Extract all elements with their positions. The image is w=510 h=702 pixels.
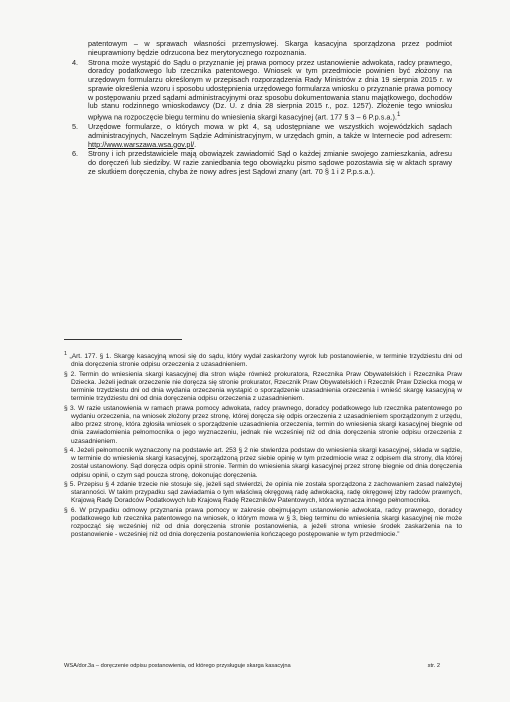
footnote-paragraph: § 3. W razie ustanowienia w ramach prawa pomocy adwokata, radcy prawnego, doradcy podatkowego lub rzecznika patentowego po wydaniu orzeczenia, na wniosek złożony przez stronę, której doręcza się odpis orzeczenia z uzasadnieniem sporządzonym z urzędu, albo przez stronę, która zgłosiła wniosek o sporządzenie uzasadnienia orzeczenia, termin do wniesienia skargi kasacyjnej biegnie od dnia zawiadomienia pełnomocnika o jego wyznaczeniu, jednak nie wcześniej niż od dnia doręczenia stronie odpisu orzeczenia z uzasadnieniem. [64,404,462,445]
list-number: 5. [72,122,79,132]
page-footer [64,663,462,669]
footnote-paragraph: $^1$ „Art. 177. § 1. Skargę kasacyjną wnosi się do sądu, który wydał zaskarżony wyrok lub postanowienie, w terminie trzydziestu dni od dnia doręczenia stronie odpisu orzeczenia z uzasadnieniem. [64,351,462,369]
footnote-paragraph: § 2. Termin do wniesienia skargi kasacyjnej dla stron wiąże również prokuratora, Rzecznika Praw Obywatelskich i Rzecznika Praw Dziecka. Jeżeli jednak orzeczenie nie doręcza się stronie prokurator, Rzecznik Praw Obywatelskich i Rzecznik Praw Dziecka mogą w terminie trzydziestu dni od dnia wydania orzeczenia wystąpić o sporządzenie uzasadnienia orzeczenia i wnieść skargę kasacyjną w terminie trzydziestu dni od dnia doręczenia odpisu orzeczenia z uzasadnieniem. [64,370,462,403]
list-item-4 [72,59,452,123]
list-number: 4. [72,57,79,67]
form-code: WSA/dor.3a – doręczenie odpisu postanowienia, od którego przysługuje skarga kasacyjna [64,663,291,669]
footnote-separator [64,339,182,340]
continuation-paragraph: patentowym – w sprawach własności przemysłowej. Skarga kasacyjna sporządzona przez podmiot nieuprawniony będzie odrzucona bez merytorycznego rozpoznania. [88,39,452,57]
list-item-6 [72,150,452,176]
list-text: Strona może wystąpić do Sądu o przyznanie jej prawa pomocy przez ustanowienie adwokata, radcy prawnego, doradcy podatkowego lub rzecznika patentowego. Wniosek w tym przedmiocie powinien być złożony na urzędowym formularzu określonym w przepisach rozporządzenia Rady Ministrów z dnia 19 sierpnia 2015 r. w sprawie określenia wzoru i sposobu udostępnienia urzędowego formularza wniosku o przyznanie prawa pomocy w postępowaniu przed sądami administracyjnymi oraz sposobu dokumentowania stanu majątkowego, dochodów lub stanu rodzinnego wnioskodawcy (Dz. U. z dnia 28 sierpnia 2015 r., poz. 1257). Złożenie tego wniosku wpływa na rozpoczęcie biegu terminu do wniesienia skargi kasacyjnej (art. 177 § 3 – 6 P.p.s.a.).$^1$ [88,57,452,122]
list-text: Urzędowe formularze, o których mowa w pkt 4, są udostępniane we wszystkich wojewódzkich sądach administracyjnych, Naczelnym Sądzie Administracyjnym, w urzędach gmin, a także w Internecie pod adresem: http://www.warszawa.wsa.gov.pl/. [88,122,452,149]
page-number: str. 2 [427,663,440,669]
list-item-5 [72,123,452,149]
footnote-paragraph: § 6. W przypadku odmowy przyznania prawa pomocy w zakresie obejmującym ustanowienie adwokata, radcy prawnego, doradcy podatkowego lub rzecznika patentowego na wniosek, o którym mowa w § 3, bieg terminu do wniesienia skargi kasacyjnej nie może rozpocząć się wcześniej niż od dnia doręczenia stronie postanowienia, a jeżeli strona wniesie środek zaskarżenia na to postanowienie - wcześniej niż od dnia doręczenia postanowienia kończącego postępowanie w tym przedmiocie.” [64,506,462,539]
list-text: Strony i ich przedstawiciele mają obowiązek zawiadomić Sąd o każdej zmianie swojego zamieszkania, adresu do doręczeń lub siedziby. W razie zaniedbania tego obowiązku pismo sądowe pozostawia się w aktach sprawy ze skutkiem doręczenia, chyba że nowy adres jest Sądowi znany (art. 70 § 1 i 2 P.p.s.a.). [88,149,452,176]
court-website-link[interactable]: http://www.warszawa.wsa.gov.pl/ [88,139,195,149]
footnote-reference: 1 [396,111,401,118]
footnote [64,351,462,541]
list-number: 6. [72,149,79,159]
footnote-paragraph: § 5. Przepisu § 4 zdanie trzecie nie stosuje się, jeżeli sąd stwierdzi, że opinia nie została sporządzona z zachowaniem zasad należytej staranności. W takim przypadku sąd zawiadamia o tym właściwą okręgową radę adwokacką, radę okręgowej izby radców prawnych, Krajową Radę Doradców Podatkowych lub Krajową Radę Rzeczników Patentowych, która wyznacza innego pełnomocnika. [64,480,462,505]
footnote-marker: 1 [64,351,68,357]
instructions-section [72,40,452,177]
footnote-paragraph: § 4. Jeżeli pełnomocnik wyznaczony na podstawie art. 253 § 2 nie stwierdza podstaw do wniesienia skargi kasacyjnej, składa w sądzie, w terminie do wniesienia skargi kasacyjnej, sporządzoną przez siebie opinię w tym przedmiocie wraz z odpisem dla strony, dla której został ustanowiony. Sąd doręcza odpis opinii stronie. Termin do wniesienia skargi kasacyjnej przez stronę biegnie od dnia doręczenia odpisu opinii, o czym sąd poucza stronę, dokonując doręczenia. [64,446,462,479]
